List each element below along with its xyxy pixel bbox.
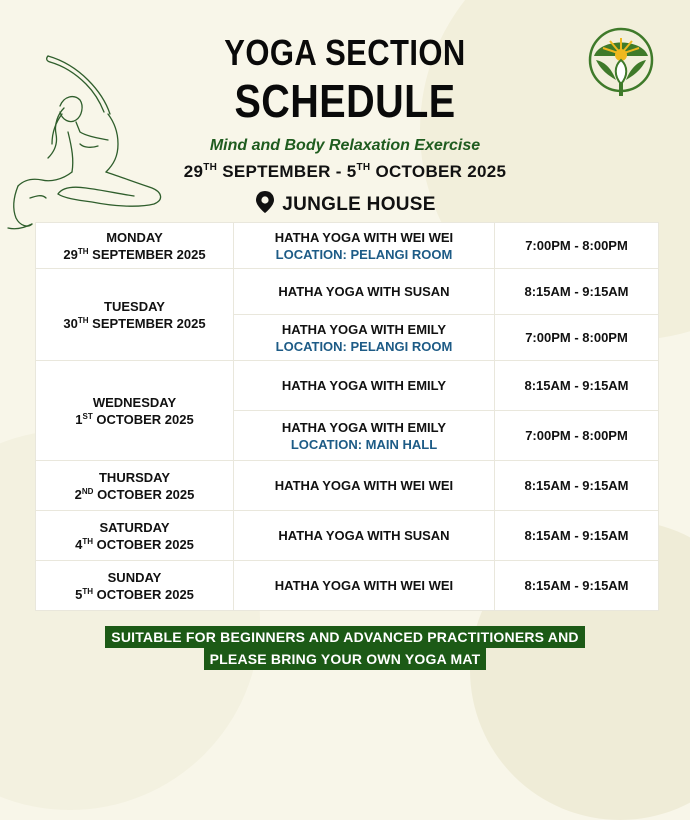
table-row <box>36 511 659 561</box>
footer-line2: PLEASE BRING YOUR OWN YOGA MAT <box>204 648 487 670</box>
day-name: MONDAY <box>106 229 163 245</box>
date-num: 1 <box>75 411 83 427</box>
class-name: HATHA YOGA WITH EMILY <box>281 321 447 337</box>
table-row <box>36 461 659 511</box>
day-cell-tuesday <box>36 269 234 361</box>
time-cell: 8:15AM - 9:15AM <box>495 561 659 611</box>
day-cell-sunday <box>36 561 234 611</box>
date-start-day: 29 <box>183 162 204 181</box>
class-name: HATHA YOGA WITH WEI WEI <box>274 229 454 245</box>
date-range: 29TH SEPTEMBER - 5TH OCTOBER 2025 <box>183 162 507 181</box>
time-cell: 8:15AM - 9:15AM <box>495 269 659 315</box>
table-row <box>36 561 659 611</box>
date-num: 2 <box>74 486 82 502</box>
day-cell-saturday <box>36 511 234 561</box>
date-rest: OCTOBER 2025 <box>96 411 194 427</box>
class-name: HATHA YOGA WITH EMILY <box>281 378 447 393</box>
time-cell: 7:00PM - 8:00PM <box>495 223 659 269</box>
class-location: LOCATION: PELANGI ROOM <box>275 246 453 262</box>
venue-name: JUNGLE HOUSE <box>282 194 436 215</box>
table-row <box>36 269 659 315</box>
venue <box>0 190 690 216</box>
date-start-month: SEPTEMBER <box>222 162 331 181</box>
time-cell: 7:00PM - 8:00PM <box>495 315 659 361</box>
class-cell <box>234 361 495 411</box>
class-cell <box>234 411 495 461</box>
time-cell: 8:15AM - 9:15AM <box>495 511 659 561</box>
class-name: HATHA YOGA WITH EMILY <box>281 419 447 435</box>
class-cell <box>234 315 495 361</box>
date-num: 29 <box>63 246 78 262</box>
time-cell: 7:00PM - 8:00PM <box>495 411 659 461</box>
class-name: HATHA YOGA WITH WEI WEI <box>274 578 454 593</box>
class-location: LOCATION: MAIN HALL <box>290 436 438 452</box>
class-name: HATHA YOGA WITH SUSAN <box>278 284 450 299</box>
day-cell-thursday <box>36 461 234 511</box>
date-end-month-year: OCTOBER 2025 <box>375 162 507 181</box>
footer-line1: SUITABLE FOR BEGINNERS AND ADVANCED PRACTITIONERS AND <box>105 626 584 648</box>
day-cell-monday <box>36 223 234 269</box>
class-cell <box>234 269 495 315</box>
day-name: WEDNESDAY <box>92 394 177 410</box>
time-cell: 8:15AM - 9:15AM <box>495 461 659 511</box>
day-name: SUNDAY <box>107 569 162 585</box>
date-rest: SEPTEMBER 2025 <box>92 315 206 331</box>
date-suffix: TH <box>82 586 93 596</box>
class-name: HATHA YOGA WITH SUSAN <box>278 528 450 543</box>
location-pin-icon <box>254 190 276 214</box>
date-start-suffix: TH <box>203 162 218 173</box>
table-row <box>36 223 659 269</box>
date-suffix: TH <box>77 246 89 256</box>
class-name: HATHA YOGA WITH WEI WEI <box>274 478 454 493</box>
date-num: 5 <box>75 586 83 602</box>
class-cell <box>234 561 495 611</box>
date-rest: SEPTEMBER 2025 <box>92 246 206 262</box>
table-row <box>36 361 659 411</box>
class-cell <box>234 461 495 511</box>
class-location: LOCATION: PELANGI ROOM <box>275 338 453 354</box>
schedule-table <box>35 222 659 611</box>
day-name: SATURDAY <box>99 519 170 535</box>
date-rest: OCTOBER 2025 <box>96 536 194 552</box>
date-suffix: ND <box>81 486 94 496</box>
page-title-line2: SCHEDULE <box>234 75 456 127</box>
class-cell <box>234 511 495 561</box>
day-name: THURSDAY <box>98 469 171 485</box>
date-end-day: 5 <box>346 162 357 181</box>
class-cell <box>234 223 495 269</box>
day-cell-wednesday <box>36 361 234 461</box>
date-end-suffix: TH <box>356 162 371 173</box>
day-name: TUESDAY <box>104 298 165 314</box>
tagline: Mind and Body Relaxation Exercise <box>209 137 481 154</box>
date-suffix: TH <box>82 536 93 546</box>
time-cell: 8:15AM - 9:15AM <box>495 361 659 411</box>
date-rest: OCTOBER 2025 <box>97 486 195 502</box>
date-num: 30 <box>63 315 78 331</box>
page-title-line1: YOGA SECTION <box>224 32 466 73</box>
footer-note <box>0 626 690 670</box>
date-suffix: TH <box>77 315 89 325</box>
date-rest: OCTOBER 2025 <box>96 586 194 602</box>
date-num: 4 <box>75 536 83 552</box>
date-suffix: ST <box>82 411 93 421</box>
